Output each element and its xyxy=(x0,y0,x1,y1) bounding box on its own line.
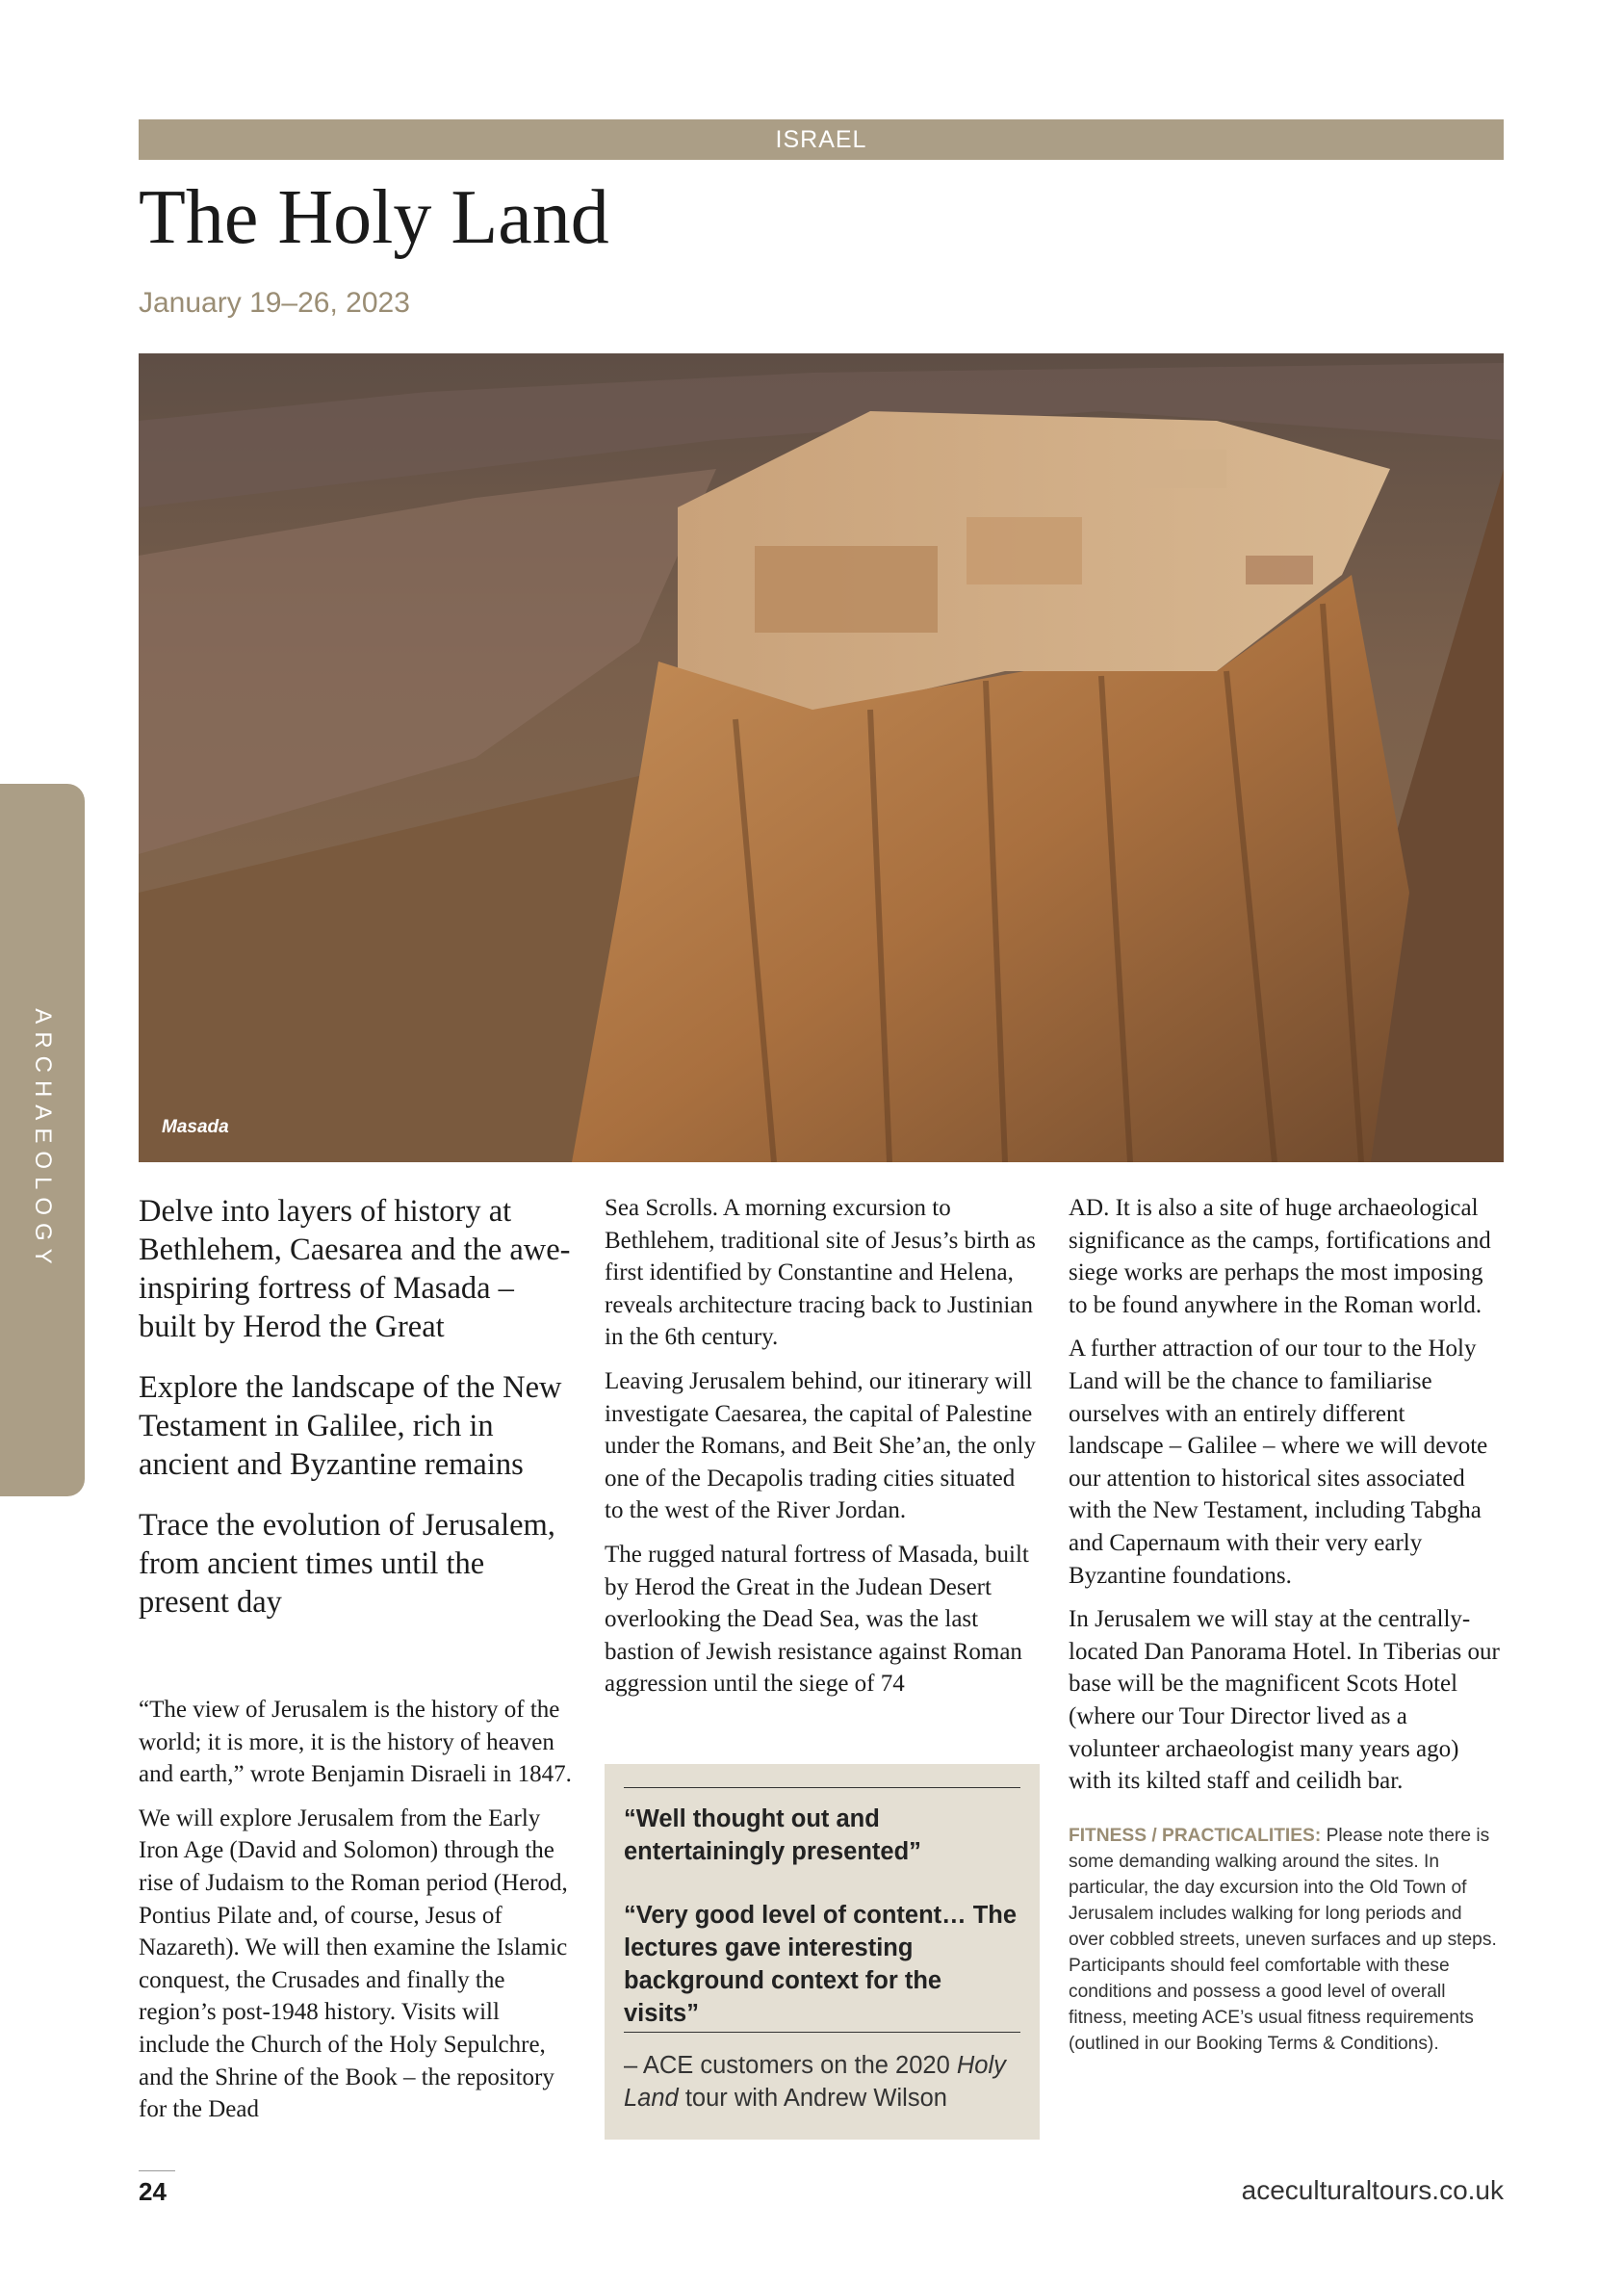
masada-illustration xyxy=(139,353,1504,1162)
fitness-text: Please note there is some demanding walking around the sites. In particular, the day excursion into the Old Town of Jerusalem includes walking for long periods and over cobbled streets, uneven surfaces and up steps. Participants should feel comfortable with these conditions and possess a good level of overall fitness, meeting ACE’s usual fitness requirements (outlined in our Booking Terms & Conditions). xyxy=(1069,1825,1497,2054)
testimonial-divider xyxy=(624,2032,1020,2033)
page-number: 24 xyxy=(139,2177,167,2206)
testimonial-quote: “Well thought out and entertainingly presented” xyxy=(624,1805,921,1865)
column-1 xyxy=(139,1192,572,2138)
testimonial-divider xyxy=(624,1787,1020,1788)
testimonial-credit: – ACE customers on the 2020 Holy Land tour with Andrew Wilson xyxy=(624,2052,1006,2112)
column-2 xyxy=(605,1192,1038,1712)
highlight-3: Trace the evolution of Jerusalem, from ancient times until the present day xyxy=(139,1508,555,1620)
body-paragraph: “The view of Jerusalem is the history of the world; it is more, it is the history of heaven and earth,” wrote Benjamin Disraeli in 1847. xyxy=(139,1697,572,1788)
body-paragraph: The rugged natural fortress of Masada, built by Herod the Great in the Judean Desert overlooking the Dead Sea, was the last bastion of Jewish resistance against Roman aggression until the siege of 74 xyxy=(605,1541,1029,1698)
column-3 xyxy=(1069,1192,1502,2057)
body-paragraph: Sea Scrolls. A morning excursion to Bethlehem, traditional site of Jesus’s birth as first identified by Constantine and Helena, reveals architecture tracing back to Justinian in the 6th century. xyxy=(605,1195,1036,1351)
page-title: The Holy Land xyxy=(139,175,609,260)
photo-caption: Masada xyxy=(162,1117,229,1137)
body-paragraph: Leaving Jerusalem behind, our itinerary will investigate Caesarea, the capital of Palestine under the Romans, and Beit She’an, the only one of the Decapolis trading cities situated to the west of the River Jordan. xyxy=(605,1367,1036,1524)
body-paragraph: In Jerusalem we will stay at the centrally-located Dan Panorama Hotel. In Tiberias our base will be the magnificent Scots Hotel (where our Tour Director lived as a volunteer archaeologist many years ago) with its kilted staff and ceilidh bar. xyxy=(1069,1606,1500,1795)
section-side-tab-label: ARCHAEOLOGY xyxy=(30,1008,56,1272)
website-url: aceculturaltours.co.uk xyxy=(1241,2175,1504,2205)
masada-photo xyxy=(139,353,1504,1162)
body-paragraph: AD. It is also a site of huge archaeological significance as the camps, fortifications and siege works are perhaps the most imposing to be found anywhere in the Roman world. xyxy=(1069,1195,1491,1318)
highlight-1: Delve into layers of history at Bethlehem, Caesarea and the awe-inspiring fortress of Masada – built by Herod the Great xyxy=(139,1194,571,1344)
section-side-tab xyxy=(0,784,85,1496)
testimonial-box xyxy=(605,1764,1040,2140)
testimonial-quote: “Very good level of content… The lectures gave interesting background context for the visits” xyxy=(624,1902,1018,2027)
body-paragraph: A further attraction of our tour to the Holy Land will be the chance to familiarise ourselves with an entirely different landscape – Galilee – where we will devote our attention to historical sites associated with the New Testament, including Tabgha and Capernaum with their very early Byzantine foundations. xyxy=(1069,1336,1488,1589)
tour-dates: January 19–26, 2023 xyxy=(139,287,410,319)
highlight-2: Explore the landscape of the New Testament in Galilee, rich in ancient and Byzantine remains xyxy=(139,1370,562,1482)
footer-rule xyxy=(139,2170,175,2171)
fitness-note xyxy=(1069,1823,1502,2057)
region-banner: ISRAEL xyxy=(139,119,1504,160)
body-paragraph: We will explore Jerusalem from the Early Iron Age (David and Solomon) through the rise of Judaism to the Roman period (Herod, Pontius Pilate and, of course, Jesus of Nazareth). We will then examine the Islamic conquest, the Crusades and finally the region’s post-1948 history. Visits will include the Church of the Holy Sepulchre, and the Shrine of the Book – the repository for the Dead xyxy=(139,1804,568,2123)
fitness-label: FITNESS / PRACTICALITIES: xyxy=(1069,1825,1322,1846)
